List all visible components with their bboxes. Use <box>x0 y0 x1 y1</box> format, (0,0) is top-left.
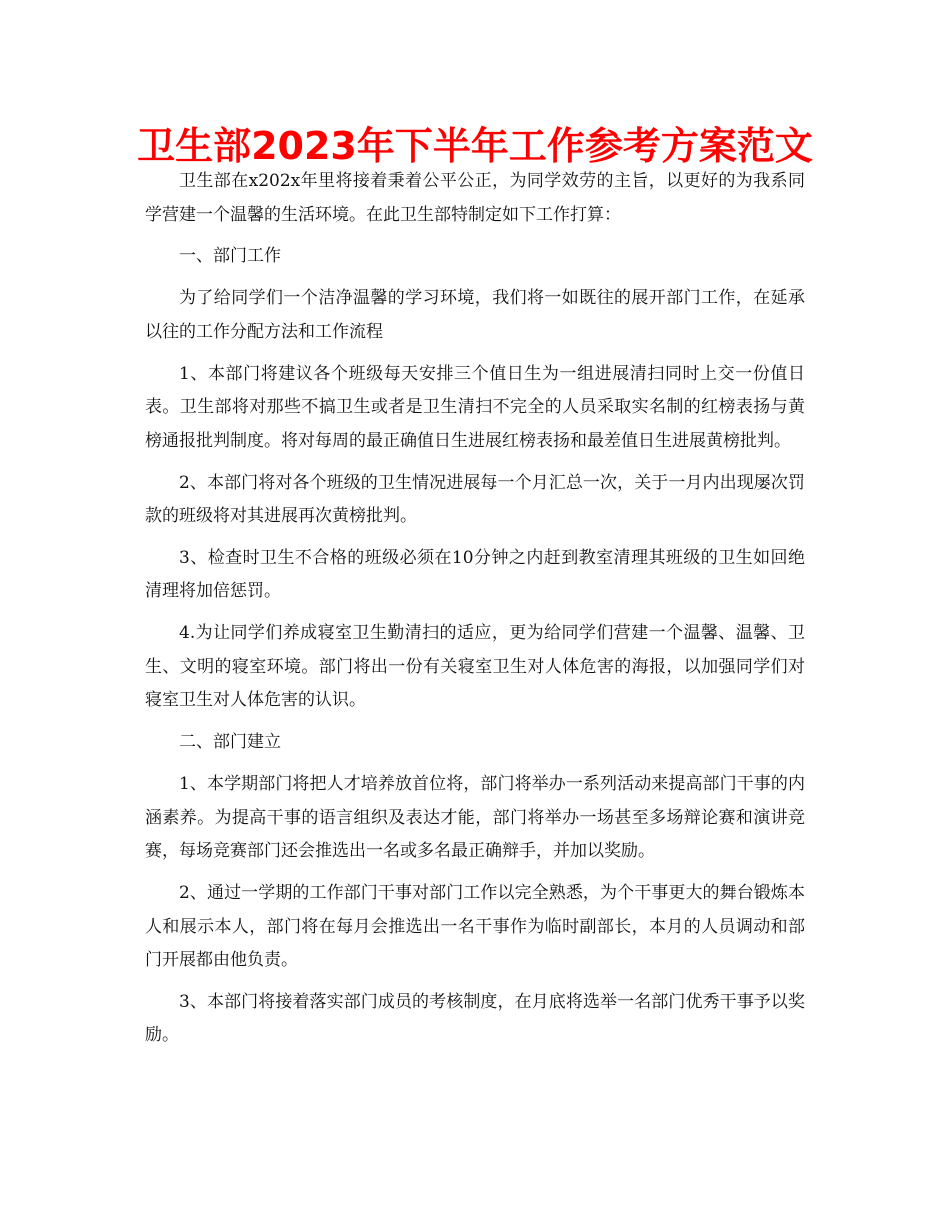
paragraph-work-item-4: 4.为让同学们养成寝室卫生勤清扫的适应，更为给同学们营建一个温馨、温馨、卫生、文明的寝室环境。部门将出一份有关寝室卫生对人体危害的海报，以加强同学们对寝室卫生对人体危害的认识。 <box>145 623 805 711</box>
paragraph-building-item-1: 1、本学期部门将把人才培养放首位将，部门将举办一系列活动来提高部门干事的内涵素养。为提高干事的语言组织及表达才能，部门将举办一场甚至多场辩论赛和演讲竞赛，每场竞赛部门还会推选出一名或多名最正确辩手，并加以奖励。 <box>145 774 805 862</box>
paragraph-work-item-2: 2、本部门将对各个班级的卫生情况进展每一个月汇总一次，关于一月内出现屡次罚款的班级将对其进展再次黄榜批判。 <box>145 472 805 527</box>
paragraph-building-item-2: 2、通过一学期的工作部门干事对部门工作以完全熟悉，为个干事更大的舞台锻炼本人和展示本人，部门将在每月会推选出一名干事作为临时副部长，本月的人员调动和部门开展都由他负责。 <box>145 883 805 971</box>
section-heading-department-work: 一、部门工作 <box>179 246 281 267</box>
paragraph-building-item-3: 3、本部门将接着落实部门成员的考核制度，在月底将选举一名部门优秀干事予以奖励。 <box>145 991 805 1046</box>
document-body <box>145 165 805 1061</box>
section-heading-department-building: 二、部门建立 <box>179 732 281 753</box>
paragraph-work-item-3: 3、检查时卫生不合格的班级必须在10分钟之内赶到教室清理其班级的卫生如回绝清理将加倍惩罚。 <box>145 547 805 602</box>
intro-paragraph: 卫生部在x202x年里将接着秉着公平公正，为同学效劳的主旨，以更好的为我系同学营建一个温馨的生活环境。在此卫生部特制定如下工作打算： <box>145 171 805 225</box>
paragraph-work-item-1: 1、本部门将建议各个班级每天安排三个值日生为一组进展清扫同时上交一份值日表。卫生部将对那些不搞卫生或者是卫生清扫不完全的人员采取实名制的红榜表扬与黄榜通报批判制度。将对每周的最正确值日生进展红榜表扬和最差值日生进展黄榜批判。 <box>145 363 805 451</box>
paragraph-work-overview: 为了给同学们一个洁净温馨的学习环境，我们将一如既往的展开部门工作，在延承以往的工作分配方法和工作流程 <box>145 288 805 342</box>
document-title: 卫生部2023年下半年工作参考方案范文 <box>137 124 813 168</box>
